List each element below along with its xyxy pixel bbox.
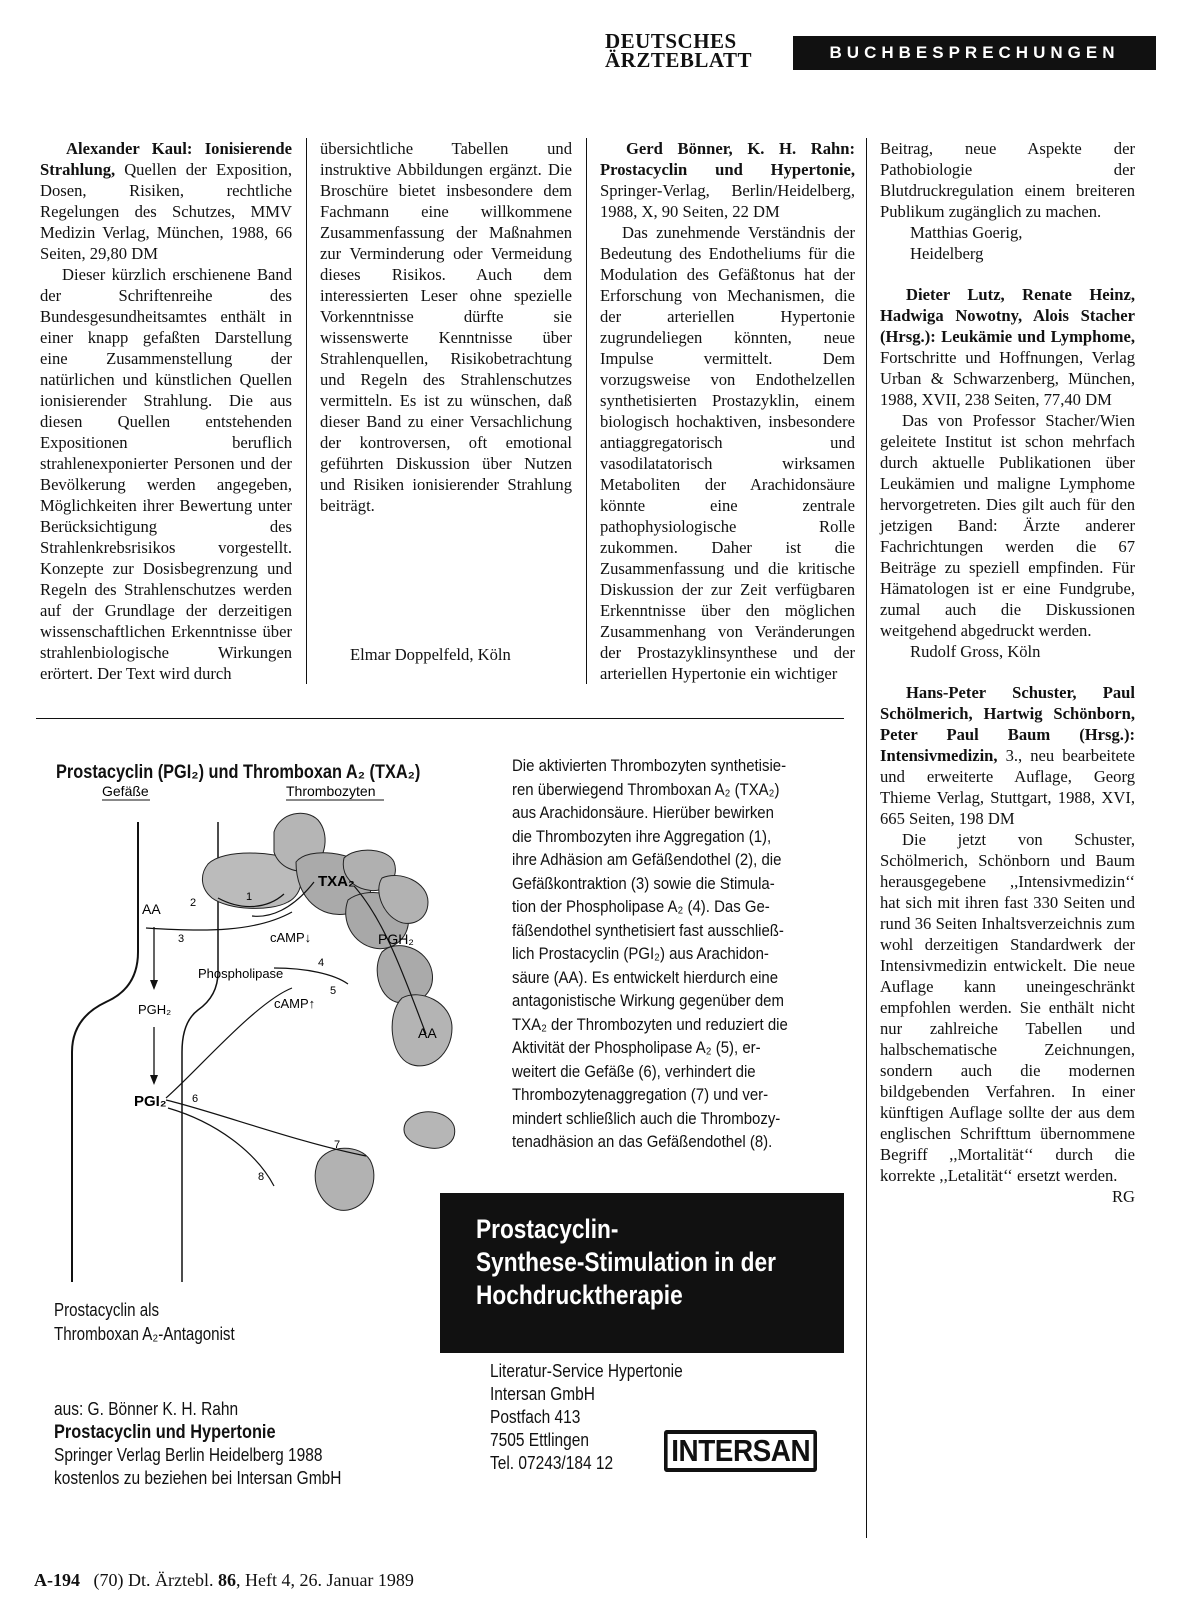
label-aa-left: AA: [142, 901, 161, 917]
review-lutz-meta: Fortschritte und Hoffnungen, Verlag Urban & Schwarzenberg, München, 1988, XVII, 238 Seiten, 77,40 DM: [880, 348, 1135, 409]
ad-text-line: Aktivität der Phospholipase A₂ (5), er-: [512, 1038, 761, 1057]
source-title: Prostacyclin und Hypertonie: [54, 1422, 276, 1443]
ad-headline: [476, 1213, 776, 1312]
page-number: A-194: [34, 1570, 80, 1590]
ad-text-line: die Thrombozyten ihre Aggregation (1),: [512, 826, 772, 846]
ad-text-line: Die aktivierten Thrombozyten synthetisie-: [512, 756, 787, 775]
label-n3: 3: [178, 933, 185, 945]
label-vessels: Gefäße: [102, 783, 149, 799]
review-schuster-body: Die jetzt von Schuster, Schölmerich, Schönborn und Baum herausgegebene ,,Intensivmedizin‘‘ hat sich mit ihren fast 330 Seiten und rund 36 Seiten Inhaltsverzeichnis zum wohl derzeitigen Standardwerk der Intensivmedizin entwickelt. Die neue Auflage kann uneingeschränkt empfohlen werden. Sie enthält nicht nur zahlreiche Tabellen und halbschematische Zeichnungen, sondern auch die modernen bildgebenden Verfahren. In einer künftigen Auflage sollte der aus dem englischen Schrifttum übernommene Begriff ,,Mortalität‘‘ durch die korrekte ,,Letalität‘‘ ersetzt werden.: [880, 830, 1135, 1185]
label-n1: 1: [246, 891, 253, 903]
label-n2: 2: [190, 897, 197, 909]
ad-text-line: ren überwiegend Thromboxan A₂ (TXA₂): [512, 779, 780, 799]
review-kaul-meta: Quellen der Exposition, Dosen, Risiken, rechtliche Regelungen des Schutzes, MMV Medizin Verlag, München, 1988, 66 Seiten, 29,80 DM: [40, 160, 292, 263]
review-boenner-body-continued: Beitrag, neue Aspekte der Pathobiologie der Blutdruckregulation einem breiteren Publikum zugänglich zu machen.: [880, 139, 1135, 221]
ad-title: Prostacyclin (PGI₂) und Thromboxan A₂ (TXA₂): [56, 762, 421, 783]
review-kaul-body-continued: übersichtliche Tabellen und instruktive Abbildungen ergänzt. Die Broschüre bietet insbesondere dem Fachmann eine willkommene Zusammenfassung der Maßnahmen zur Verminderung oder Vermeidung dieses Risikos. Auch dem interessierten Leser ohne spezielle Vorkenntnisse dürfte sie wissenswerte Kenntnisse über Strahlenquellen, Risikobetrachtung und Regeln des Strahlenschutzes vermitteln. Es ist zu wünschen, daß dieser Band zu einer Versachlichung der kontroversen, oft emotional geführten Diskussion über Nutzen und Risiken ionisierender Strahlung beiträgt.: [320, 139, 572, 515]
ad-description: [512, 754, 794, 1154]
masthead: [605, 29, 775, 72]
advertisement: [36, 718, 844, 1532]
ad-text-line: tenadhäsion an das Gefäßendothel (8).: [512, 1132, 773, 1151]
service-line: 7505 Ettlingen: [490, 1430, 589, 1450]
review-kaul: [40, 138, 292, 684]
label-camp-up: cAMP↑: [274, 996, 316, 1011]
label-pgi2: PGI₂: [134, 1093, 167, 1110]
label-n7: 7: [334, 1139, 341, 1151]
review-boenner-body: Das zunehmende Verständnis der Bedeutung des Endotheliums für die Modulation des Gefäßtonus hat der Erforschung von Mechanismen, die der arteriellen Hypertonie zugrundeliegen könnten, neue Impulse vermittelt. Dem vorzugsweise von Endothelzellen synthetisierten Prostazyklin, einem biologisch hochaktiven, insbesondere antiaggregatorisch und vasodilatatorisch wirksamen Metaboliten der Arachidonsäure könnte eine zentrale pathophysiologische Rolle zukommen. Daher ist die Zusammenfassung und die kritische Diskussion der zur Zeit verfügbaren Erkenntnisse über den möglichen Zusammenhang von Veränderungen der Prostazyklinsynthese und der arteriellen Hypertonie ein wichtiger: [600, 223, 855, 683]
review-kaul-body: Dieser kürzlich erschienene Band der Schriftenreihe des Bundesgesundheitsamtes enthält in einer knapp gefaßten Darstellung eine Zusammenstellung der natürlichen und künstlichen Quellen ionisierender Strahlung. Die aus diesen Quellen entstehenden Expositionen beruflich strahlenexponierter Personen und der Bevölkerung werden angegeben, Möglichkeiten ihrer Bewertung unter Berücksichtigung des Strahlenkrebsrisikos vorgestellt. Konzepte zur Dosisbegrenzung und Regeln des Strahlenschutzes werden auf der Grundlage der derzeitigen wissenschaftlichen Erkenntnisse über strahlenbiologische Wirkungen erörtert. Der Text wird durch: [40, 265, 292, 683]
label-n6: 6: [192, 1093, 199, 1105]
section-title: BUCHBESPRECHUNGEN: [793, 36, 1156, 70]
column-rule-2: [586, 138, 587, 684]
review-kaul-head: Alexander Kaul: Ionisierende Strahlung,: [40, 139, 292, 179]
review-lutz-signature: Rudolf Gross, Köln: [910, 642, 1041, 661]
service-line: Literatur-Service Hypertonie: [490, 1361, 683, 1381]
ad-text-line: tion der Phospholipase A₂ (4). Das Ge-: [512, 897, 770, 916]
review-kaul-cont: [320, 138, 572, 684]
label-aa-right: AA: [418, 1025, 437, 1041]
ad-text-line: TXA₂ der Thrombozyten und reduziert die: [512, 1014, 788, 1034]
intersan-logo: INTERSAN: [664, 1430, 817, 1472]
footer-volume: 86: [217, 1570, 236, 1590]
review-lutz-body: Das von Professor Stacher/Wien geleitete Institut ist schon mehrfach durch aktuelle Publikationen über Leukämien und maligne Lymphome hervorgetreten. Dies gilt auch für den jetzigen Band: Ärzte anderer Fachrichtungen werden die 67 Beiträge zu speziell empfinden. Für Hämatologen ist er eine Fundgrube, zumal auch die Diskussionen weitgehend abgedruckt werden.: [880, 411, 1135, 640]
label-n5: 5: [330, 985, 337, 997]
review-boenner-meta: Springer-Verlag, Berlin/Heidelberg, 1988, X, 90 Seiten, 22 DM: [600, 181, 855, 221]
label-pgh2-right: PGH₂: [378, 931, 414, 947]
footer-issue: , Heft 4, 26. Januar 1989: [235, 1570, 414, 1590]
review-schuster-head: Hans-Peter Schuster, Paul Schölmerich, Hartwig Schönborn, Peter Paul Baum (Hrsg.): Intensivmedizin,: [880, 683, 1135, 765]
masthead-line-2: ÄRZTEBLATT: [605, 48, 752, 72]
ad-text-line: aus Arachidonsäure. Hierüber bewirken: [512, 803, 774, 822]
review-lutz-head: Dieter Lutz, Renate Heinz, Hadwiga Nowotny, Alois Stacher (Hrsg.): Leukämie und Lymphome,: [880, 285, 1135, 346]
page-footer: [34, 1570, 414, 1591]
review-boenner-signature-1: Matthias Goerig,: [910, 223, 1023, 242]
ad-text-line: fäßendothel synthetisiert fast ausschließ-: [512, 920, 784, 940]
label-n4: 4: [318, 957, 325, 969]
label-camp-down: cAMP↓: [270, 930, 312, 945]
ad-text-line: ihre Adhäsion am Gefäßendothel (2), die: [512, 850, 782, 869]
ad-source: [54, 1398, 341, 1490]
ad-headline-line: Hochdrucktherapie: [476, 1280, 683, 1310]
label-txa2: TXA₂: [318, 873, 355, 890]
diagram-caption: [54, 1298, 235, 1346]
label-phospholipase: Phospholipase: [198, 966, 284, 981]
ad-text-line: Thrombozytenaggregation (7) und ver-: [512, 1085, 769, 1104]
label-pgh2-left: PGH₂: [138, 1002, 172, 1017]
review-schuster-signature: RG: [1111, 1187, 1135, 1206]
caption-line: Thromboxan A₂-Antagonist: [54, 1324, 235, 1344]
service-line: Tel. 07243/184 12: [490, 1453, 614, 1473]
review-boenner: [600, 138, 855, 684]
service-line: Postfach 413: [490, 1407, 581, 1427]
source-line: kostenlos zu beziehen bei Intersan GmbH: [54, 1468, 342, 1488]
column-rule-1: [306, 138, 307, 684]
review-boenner-head: Gerd Bönner, K. H. Rahn: Prostacyclin und Hypertonie,: [600, 139, 855, 179]
column-4: [880, 138, 1135, 1207]
caption-line: Prostacyclin als: [54, 1300, 160, 1320]
ad-top-rule: [36, 718, 844, 719]
review-kaul-signature: Elmar Doppelfeld, Köln: [350, 645, 511, 664]
ad-headline-line: Synthese-Stimulation in der: [476, 1247, 776, 1277]
review-schuster-meta: 3., neu bearbeitete und erweiterte Auflage, Georg Thieme Verlag, Stuttgart, 1988, XVI, 665 Seiten, 198 DM: [880, 746, 1135, 828]
ad-text-line: mindert schließlich auch die Thrombozy-: [512, 1108, 781, 1128]
source-line: Springer Verlag Berlin Heidelberg 1988: [54, 1445, 323, 1465]
column-rule-3: [866, 138, 867, 1538]
service-line: Intersan GmbH: [490, 1384, 595, 1404]
label-n8: 8: [258, 1171, 265, 1183]
review-boenner-signature-2: Heidelberg: [910, 244, 984, 263]
ad-service-address: [490, 1360, 683, 1475]
ad-text-line: Gefäßkontraktion (3) sowie die Stimula-: [512, 873, 775, 893]
prostacyclin-diagram: [56, 782, 496, 1282]
ad-headline-box: [440, 1193, 844, 1353]
ad-headline-line: Prostacyclin-: [476, 1214, 619, 1244]
ad-text-line: lich Prostacyclin (PGI₂) aus Arachidon-: [512, 944, 769, 963]
footer-citation: (70) Dt. Ärztebl.: [93, 1570, 218, 1590]
ad-text-line: säure (AA). Es entwickelt hierdurch eine: [512, 967, 779, 987]
label-platelets: Thrombozyten: [286, 783, 376, 799]
ad-text-line: antagonistische Wirkung gegenüber dem: [512, 991, 784, 1010]
ad-text-line: weitert die Gefäße (6), verhindert die: [512, 1061, 756, 1081]
source-line: aus: G. Bönner K. H. Rahn: [54, 1399, 239, 1419]
masthead-line-1: DEUTSCHES: [605, 29, 737, 53]
